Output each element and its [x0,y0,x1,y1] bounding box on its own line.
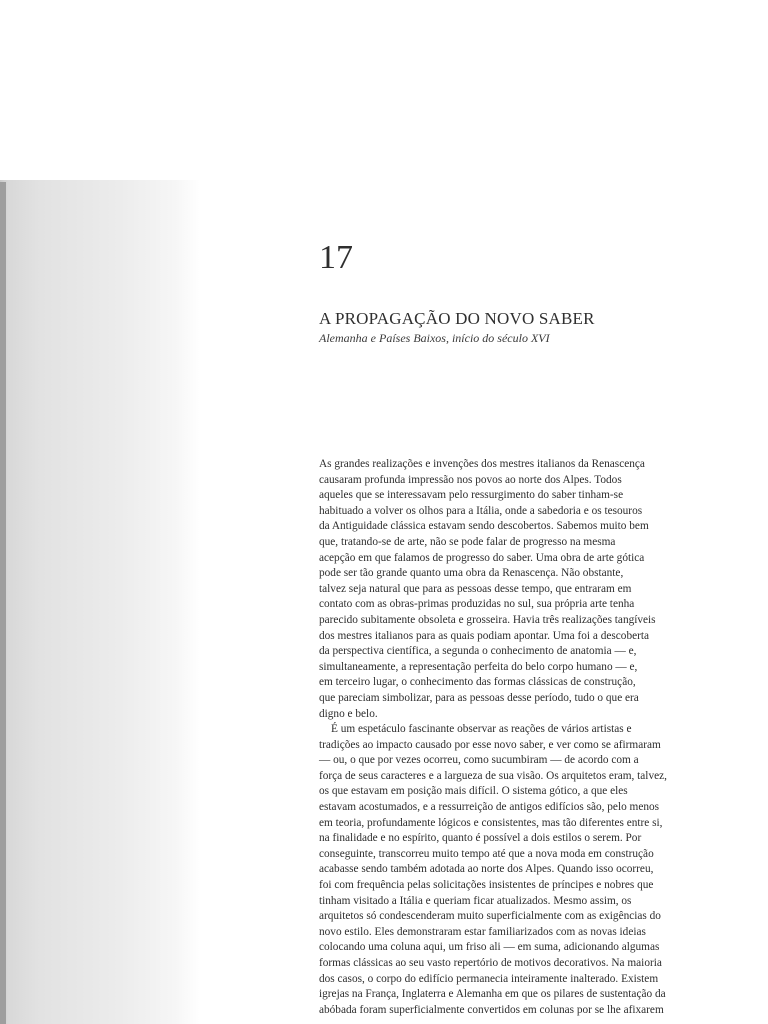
body-line: foi com frequência pelas solicitações insistentes de príncipes e nobres que [319,879,654,892]
body-line: habituado a volver os olhos para a Itália, onde a sabedoria e os tesouros [319,504,643,517]
body-line: arquitetos só condescenderam muito superficialmente com as exigências do [319,910,661,923]
chapter-title: A PROPAGAÇÃO DO NOVO SABER [319,309,595,328]
body-line: na finalidade e no espírito, quanto é possível a dois estilos o serem. Por [319,832,642,845]
body-line: que pareciam simbolizar, para as pessoas desse período, tudo o que era [319,691,639,704]
book-page [317,0,717,1024]
body-line: simultaneamente, a representação perfeita do belo corpo humano — e, [319,660,638,673]
body-line: acabasse sendo também adotada ao norte dos Alpes. Quando isso ocorreu, [319,863,654,876]
body-line: pode ser tão grande quanto uma obra da Renascença. Não obstante, [319,567,624,580]
body-line: digno e belo. [319,707,378,720]
body-line: abóbada foram superficialmente convertidos em colunas por se lhe afixarem [319,1003,664,1016]
body-line: estavam acostumados, e a ressurreição de antigos edifícios são, pelo menos [319,801,660,814]
chapter-subtitle: Alemanha e Países Baixos, início do século XVI [319,331,550,345]
paragraph-start-line: É um espetáculo fascinante observar as reações de vários artistas e [331,723,632,736]
body-line: igrejas na França, Inglaterra e Alemanha em que os pilares de sustentação da [319,988,666,1001]
body-line: contato com as obras-primas produzidas no sul, sua própria arte tenha [319,598,635,611]
body-line: que, tratando-se de arte, não se pode falar de progresso na mesma [319,535,616,548]
body-line: tinham visitado a Itália e queriam ficar atualizados. Mesmo assim, os [319,894,632,907]
body-line: parecido subitamente obsoleta e grosseira. Havia três realizações tangíveis [319,613,656,626]
body-line: dos casos, o corpo do edifício permanecia inteiramente inalterado. Existem [319,972,659,985]
body-line: em teoria, profundamente lógicos e consistentes, mas tão diferentes entre si, [319,816,663,829]
book-gutter-shadow [0,180,200,1024]
body-line: talvez seja natural que para as pessoas desse tempo, que entraram em [319,582,632,595]
body-line: causaram profunda impressão nos povos ao norte dos Alpes. Todos [319,473,622,486]
body-line: novo estilo. Eles demonstraram estar familiarizados com as novas ideias [319,925,646,938]
body-line: força de seus caracteres e a largueza de sua visão. Os arquitetos eram, talvez, [319,769,667,782]
body-line: As grandes realizações e invenções dos mestres italianos da Renascença [319,458,645,470]
body-line: aqueles que se interessavam pelo ressurgimento do saber tinham-se [319,489,624,502]
body-line: colocando uma coluna aqui, um friso ali — em suma, adicionando algumas [319,941,660,954]
book-gutter-edge [0,182,6,1024]
body-line: formas clássicas ao seu vasto repertório de motivos decorativos. Na maioria [319,957,662,969]
body-line: da Antiguidade clássica estavam sendo descobertos. Sabemos muito bem [319,520,649,533]
body-text [319,457,723,1018]
body-line: conseguinte, transcorreu muito tempo até que a nova moda em construção [319,847,654,860]
body-line: tradições ao impacto causado por esse novo saber, e ver como se afirmaram [319,738,661,751]
body-line: em terceiro lugar, o conhecimento das formas clássicas de construção, [319,676,636,689]
body-line: dos mestres italianos para as quais podiam apontar. Uma foi a descoberta [319,629,650,642]
body-line: acepção em que falamos de progresso do saber. Uma obra de arte gótica [319,551,645,564]
body-line: da perspectiva científica, a segunda o conhecimento de anatomia — e, [319,645,637,658]
body-line: os que estavam em posição mais difícil. O sistema gótico, a que eles [319,785,628,798]
body-line: — ou, o que por vezes ocorreu, como sucumbiram — de acordo com a [319,754,639,767]
chapter-number: 17 [319,239,353,276]
